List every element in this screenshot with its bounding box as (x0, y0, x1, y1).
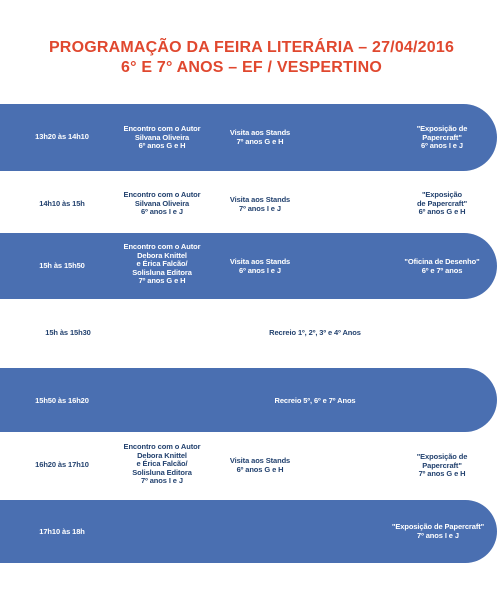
author-meeting: Encontro com o Autor Silvana Oliveira 6º anos I e J (123, 190, 201, 216)
schedule-row (0, 104, 497, 171)
page-title: PROGRAMAÇÃO DA FEIRA LITERÁRIA – 27/04/2016 (48, 39, 455, 56)
schedule-row (0, 440, 497, 490)
activity: "Exposição de Papercraft" 7º anos G e H (416, 452, 468, 478)
schedule-row (0, 500, 497, 563)
page-subtitle: 6° E 7° ANOS – EF / VESPERTINO (121, 59, 382, 76)
stands-visit: Visita aos Stands 7º anos G e H (229, 128, 291, 146)
activity: "Exposição de Papercraft" 7º anos I e J (391, 522, 485, 540)
stands-visit: Visita aos Stands 6º anos I e J (229, 257, 291, 275)
stands-visit: Visita aos Stands 6º anos G e H (229, 456, 291, 474)
recess: Recreio 1º, 2º, 3º e 4º Anos (269, 328, 361, 337)
schedule-row (0, 318, 497, 348)
activity: "Exposição de Papercraft" 6º anos G e H (416, 190, 468, 216)
author-meeting: Encontro com o Autor Debora Knittel e Érica Falcão/ Solisluna Editora 7º anos I e J (123, 442, 201, 485)
activity: "Exposição de Papercraft" 6º anos I e J (416, 124, 468, 150)
time-slot: 15h às 15h50 (39, 261, 85, 270)
activity: "Oficina de Desenho" 6º e 7º anos (404, 257, 480, 275)
author-meeting: Encontro com o Autor Silvana Oliveira 6º anos G e H (123, 124, 201, 150)
time-slot: 15h50 às 16h20 (35, 396, 89, 405)
schedule-row (0, 186, 497, 222)
schedule-row (0, 368, 497, 432)
time-slot: 15h às 15h30 (45, 328, 91, 337)
time-slot: 13h20 às 14h10 (35, 132, 89, 141)
time-slot: 14h10 às 15h (39, 199, 85, 208)
recess: Recreio 5º, 6º e 7º Anos (274, 396, 356, 405)
time-slot: 16h20 às 17h10 (35, 460, 89, 469)
schedule-row (0, 233, 497, 299)
time-slot: 17h10 às 18h (39, 527, 85, 536)
author-meeting: Encontro com o Autor Debora Knittel e Érica Falcão/ Solisluna Editora 7º anos G e H (123, 242, 201, 285)
stands-visit: Visita aos Stands 7º anos I e J (229, 195, 291, 213)
